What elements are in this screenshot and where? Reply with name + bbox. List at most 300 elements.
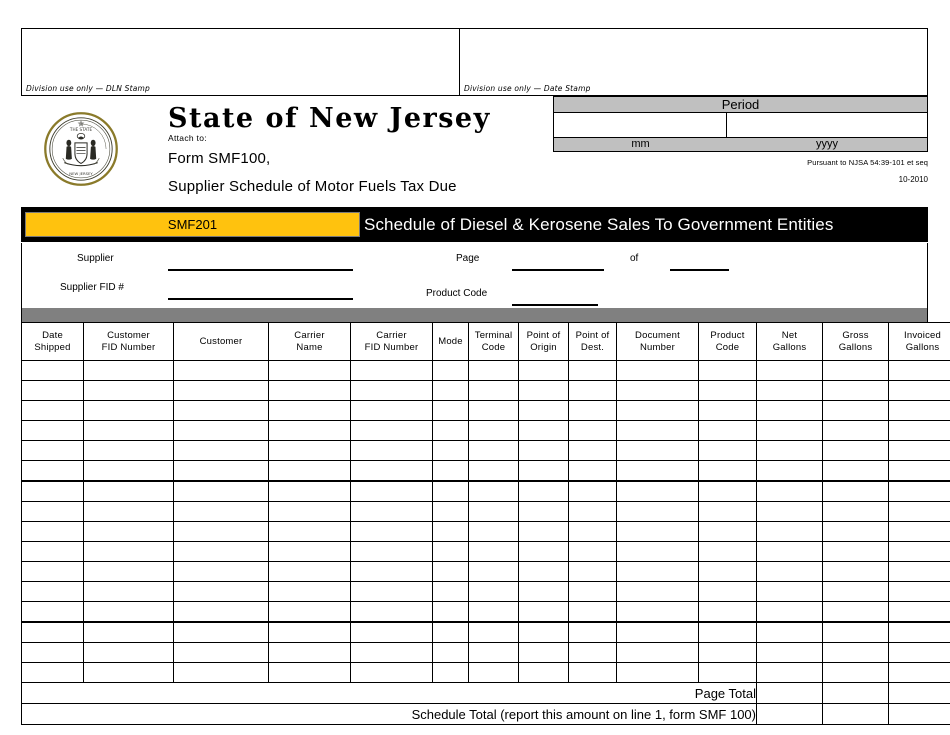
period-footer-labels (553, 138, 928, 152)
table-cell[interactable] (699, 502, 757, 522)
revision-date: 10-2010 (898, 175, 928, 184)
table-cell[interactable] (889, 622, 950, 643)
table-header-line1: Terminal (474, 329, 513, 341)
table-cell[interactable] (269, 421, 351, 441)
table-cell[interactable] (174, 522, 269, 542)
page-total-value-cell[interactable] (889, 683, 950, 704)
table-cell[interactable] (22, 441, 84, 461)
table-cell[interactable] (469, 381, 519, 401)
page-total-label: Page Total (22, 683, 757, 704)
table-cell[interactable] (22, 421, 84, 441)
table-cell[interactable] (433, 602, 469, 623)
table-cell[interactable] (351, 461, 433, 482)
table-cell[interactable] (269, 522, 351, 542)
svg-text:THE STATE: THE STATE (69, 126, 93, 132)
table-cell[interactable] (433, 421, 469, 441)
parent-form-description: Supplier Schedule of Motor Fuels Tax Due (168, 178, 457, 195)
table-cell[interactable] (757, 542, 823, 562)
table-cell[interactable] (433, 401, 469, 421)
table-cell[interactable] (351, 502, 433, 522)
table-cell[interactable] (757, 522, 823, 542)
table-cell[interactable] (469, 461, 519, 482)
table-cell[interactable] (433, 361, 469, 381)
page-title: State of New Jersey (168, 103, 491, 134)
table-header-line2: Dest. (580, 341, 605, 353)
table-cell[interactable] (823, 441, 889, 461)
table-cell[interactable] (469, 622, 519, 643)
supplier-input[interactable] (168, 269, 353, 271)
table-cell[interactable] (433, 441, 469, 461)
table-cell[interactable] (823, 481, 889, 502)
table-cell[interactable] (569, 542, 617, 562)
table-cell[interactable] (84, 663, 174, 683)
table-cell[interactable] (84, 361, 174, 381)
table-cell[interactable] (84, 542, 174, 562)
table-row (22, 643, 950, 663)
table-cell[interactable] (22, 481, 84, 502)
table-cell[interactable] (757, 582, 823, 602)
table-cell[interactable] (617, 502, 699, 522)
table-cell[interactable] (351, 401, 433, 421)
supplier-fid-input[interactable] (168, 298, 353, 300)
table-cell[interactable] (269, 582, 351, 602)
table-cell[interactable] (519, 643, 569, 663)
table-cell[interactable] (433, 461, 469, 482)
table-cell[interactable] (823, 522, 889, 542)
table-cell[interactable] (699, 361, 757, 381)
product-code-input[interactable] (512, 304, 598, 306)
schedule-total-row (22, 704, 950, 725)
table-cell[interactable] (469, 663, 519, 683)
period-yyyy-input[interactable] (727, 113, 927, 137)
table-cell[interactable] (823, 421, 889, 441)
table-cell[interactable] (889, 582, 950, 602)
table-cell[interactable] (757, 381, 823, 401)
table-cell[interactable] (269, 461, 351, 482)
table-cell[interactable] (757, 562, 823, 582)
table-cell[interactable] (22, 522, 84, 542)
dln-stamp-label: Division use only — DLN Stamp (26, 84, 151, 93)
table-cell[interactable] (617, 522, 699, 542)
table-cell[interactable] (269, 602, 351, 623)
table-cell[interactable] (351, 622, 433, 643)
table-cell[interactable] (889, 421, 950, 441)
table-header-line1: Carrier (294, 329, 325, 341)
table-cell[interactable] (22, 663, 84, 683)
table-cell[interactable] (617, 622, 699, 643)
table-cell[interactable] (469, 421, 519, 441)
table-cell[interactable] (84, 622, 174, 643)
table-cell[interactable] (351, 602, 433, 623)
table-top-gray-bar (21, 308, 928, 322)
table-cell[interactable] (22, 361, 84, 381)
table-cell[interactable] (84, 441, 174, 461)
table-cell[interactable] (699, 663, 757, 683)
table-cell[interactable] (569, 421, 617, 441)
table-cell[interactable] (22, 602, 84, 623)
table-cell[interactable] (889, 643, 950, 663)
table-cell[interactable] (469, 361, 519, 381)
table-header-line2: Name (296, 341, 323, 353)
table-cell[interactable] (889, 401, 950, 421)
table-cell[interactable] (617, 421, 699, 441)
table-cell[interactable] (617, 663, 699, 683)
schedule-total-label: Schedule Total (report this amount on line 1, form SMF 100) (22, 704, 757, 725)
table-cell[interactable] (823, 381, 889, 401)
table-cell[interactable] (569, 522, 617, 542)
table-cell[interactable] (569, 622, 617, 643)
table-cell[interactable] (174, 502, 269, 522)
table-cell[interactable] (519, 562, 569, 582)
table-cell[interactable] (757, 502, 823, 522)
table-cell[interactable] (351, 421, 433, 441)
table-cell[interactable] (569, 481, 617, 502)
table-cell[interactable] (823, 622, 889, 643)
table-cell[interactable] (269, 562, 351, 582)
table-cell[interactable] (699, 582, 757, 602)
table-header-line1: Invoiced (904, 329, 941, 341)
table-cell[interactable] (889, 461, 950, 482)
table-cell[interactable] (889, 602, 950, 623)
table-cell[interactable] (469, 643, 519, 663)
table-cell[interactable] (269, 481, 351, 502)
table-cell[interactable] (469, 502, 519, 522)
table-cell[interactable] (269, 622, 351, 643)
table-cell[interactable] (84, 401, 174, 421)
schedule-total-value-cell[interactable] (889, 704, 950, 725)
table-cell[interactable] (469, 401, 519, 421)
table-cell[interactable] (889, 481, 950, 502)
table-header-line2: Origin (530, 341, 557, 353)
table-cell[interactable] (617, 602, 699, 623)
table-cell[interactable] (823, 542, 889, 562)
table-cell[interactable] (569, 643, 617, 663)
table-cell[interactable] (889, 441, 950, 461)
table-cell[interactable] (174, 663, 269, 683)
table-cell[interactable] (22, 381, 84, 401)
table-cell[interactable] (569, 562, 617, 582)
table-cell[interactable] (433, 622, 469, 643)
table-cell[interactable] (351, 381, 433, 401)
table-cell[interactable] (351, 481, 433, 502)
table-cell[interactable] (519, 502, 569, 522)
table-cell[interactable] (889, 361, 950, 381)
table-cell[interactable] (469, 522, 519, 542)
table-cell[interactable] (269, 542, 351, 562)
table-cell[interactable] (433, 582, 469, 602)
table-cell[interactable] (84, 461, 174, 482)
table-cell[interactable] (519, 602, 569, 623)
table-header-line1: Net (781, 329, 798, 341)
table-cell[interactable] (519, 622, 569, 643)
form-fields-section (21, 243, 928, 308)
table-cell[interactable] (469, 602, 519, 623)
table-cell[interactable] (22, 502, 84, 522)
table-cell[interactable] (757, 441, 823, 461)
page-total-value-cell[interactable] (823, 683, 889, 704)
table-header-line1: Customer (199, 335, 243, 347)
table-cell[interactable] (617, 542, 699, 562)
table-cell[interactable] (569, 602, 617, 623)
table-cell[interactable] (569, 502, 617, 522)
table-header-cell (569, 323, 617, 361)
table-cell[interactable] (889, 542, 950, 562)
table-header-cell (174, 323, 269, 361)
table-cell[interactable] (569, 381, 617, 401)
table-cell[interactable] (84, 502, 174, 522)
table-cell[interactable] (469, 582, 519, 602)
table-cell[interactable] (889, 522, 950, 542)
table-cell[interactable] (174, 542, 269, 562)
date-stamp-label: Division use only — Date Stamp (464, 84, 591, 93)
table-header-cell (84, 323, 174, 361)
table-cell[interactable] (269, 441, 351, 461)
table-cell[interactable] (519, 381, 569, 401)
table-cell[interactable] (519, 361, 569, 381)
table-cell[interactable] (699, 441, 757, 461)
table-header-line2: FID Number (101, 341, 156, 353)
table-cell[interactable] (617, 643, 699, 663)
table-cell[interactable] (84, 522, 174, 542)
table-header-cell (699, 323, 757, 361)
table-row (22, 542, 950, 562)
table-cell[interactable] (699, 622, 757, 643)
table-header-line2: FID Number (364, 341, 419, 353)
table-cell[interactable] (569, 361, 617, 381)
schedule-banner (21, 207, 928, 242)
table-header-line1: Document (635, 329, 680, 341)
table-cell[interactable] (351, 643, 433, 663)
table-cell[interactable] (889, 502, 950, 522)
table-cell[interactable] (699, 481, 757, 502)
table-cell[interactable] (84, 643, 174, 663)
table-cell[interactable] (433, 522, 469, 542)
table-cell[interactable] (757, 622, 823, 643)
period-header-label: Period (553, 96, 928, 112)
table-cell[interactable] (351, 663, 433, 683)
table-cell[interactable] (174, 582, 269, 602)
table-cell[interactable] (757, 481, 823, 502)
stamp-row (21, 28, 928, 96)
table-cell[interactable] (174, 381, 269, 401)
table-cell[interactable] (757, 643, 823, 663)
table-cell[interactable] (84, 481, 174, 502)
table-cell[interactable] (22, 643, 84, 663)
table-cell[interactable] (22, 542, 84, 562)
table-cell[interactable] (519, 461, 569, 482)
table-cell[interactable] (617, 441, 699, 461)
table-cell[interactable] (519, 542, 569, 562)
table-cell[interactable] (433, 643, 469, 663)
table-cell[interactable] (569, 582, 617, 602)
table-cell[interactable] (351, 582, 433, 602)
table-cell[interactable] (469, 542, 519, 562)
table-cell[interactable] (433, 542, 469, 562)
table-cell[interactable] (433, 481, 469, 502)
table-header-row (22, 323, 950, 361)
dln-stamp-box[interactable] (22, 29, 460, 95)
table-cell[interactable] (519, 421, 569, 441)
supplier-fid-label: Supplier FID # (60, 282, 124, 293)
page-total-value-cell[interactable] (757, 683, 823, 704)
table-cell[interactable] (569, 461, 617, 482)
table-cell[interactable] (174, 481, 269, 502)
table-cell[interactable] (519, 582, 569, 602)
table-cell[interactable] (351, 542, 433, 562)
page-input[interactable] (512, 269, 604, 271)
table-cell[interactable] (757, 421, 823, 441)
table-cell[interactable] (269, 663, 351, 683)
table-cell[interactable] (269, 502, 351, 522)
table-row (22, 421, 950, 441)
table-cell[interactable] (617, 381, 699, 401)
table-cell[interactable] (889, 562, 950, 582)
table-cell[interactable] (519, 481, 569, 502)
table-header-line1: Gross (842, 329, 869, 341)
table-header-line1: Carrier (376, 329, 407, 341)
page-label: Page (456, 253, 480, 264)
table-cell[interactable] (569, 663, 617, 683)
state-seal-icon (43, 111, 119, 187)
table-cell[interactable] (519, 663, 569, 683)
page-of-input[interactable] (670, 269, 729, 271)
table-cell[interactable] (84, 582, 174, 602)
attach-to-label: Attach to: (168, 133, 207, 143)
date-stamp-box[interactable] (460, 29, 927, 95)
table-cell[interactable] (351, 562, 433, 582)
table-cell[interactable] (174, 622, 269, 643)
table-cell[interactable] (22, 461, 84, 482)
table-cell[interactable] (22, 562, 84, 582)
table-cell[interactable] (174, 421, 269, 441)
schedule-code-badge: SMF201 (25, 212, 360, 237)
table-cell[interactable] (84, 381, 174, 401)
table-cell[interactable] (823, 361, 889, 381)
table-cell[interactable] (469, 441, 519, 461)
table-header-line1: Product (710, 329, 745, 341)
table-cell[interactable] (823, 562, 889, 582)
table-cell[interactable] (699, 381, 757, 401)
table-cell[interactable] (617, 461, 699, 482)
supplier-label: Supplier (77, 253, 114, 264)
table-cell[interactable] (22, 582, 84, 602)
table-cell[interactable] (699, 421, 757, 441)
schedule-total-blocked-cell (823, 704, 889, 725)
table-cell[interactable] (699, 522, 757, 542)
table-cell[interactable] (699, 643, 757, 663)
table-header-line1: Mode (438, 335, 463, 347)
table-cell[interactable] (84, 562, 174, 582)
table-cell[interactable] (757, 401, 823, 421)
table-cell[interactable] (174, 441, 269, 461)
table-cell[interactable] (433, 381, 469, 401)
table-row (22, 381, 950, 401)
table-cell[interactable] (174, 562, 269, 582)
table-cell[interactable] (174, 401, 269, 421)
table-header-cell (823, 323, 889, 361)
table-cell[interactable] (269, 381, 351, 401)
table-cell[interactable] (757, 602, 823, 623)
table-cell[interactable] (22, 622, 84, 643)
table-header-line1: Customer (107, 329, 150, 341)
table-cell[interactable] (699, 461, 757, 482)
table-cell[interactable] (519, 441, 569, 461)
table-cell[interactable] (757, 663, 823, 683)
table-header-line2: Shipped (34, 341, 71, 353)
table-cell[interactable] (519, 522, 569, 542)
table-cell[interactable] (699, 562, 757, 582)
table-header-cell (617, 323, 699, 361)
table-cell[interactable] (757, 461, 823, 482)
period-mm-input[interactable] (554, 113, 727, 137)
table-cell[interactable] (469, 562, 519, 582)
table-cell[interactable] (823, 582, 889, 602)
table-cell[interactable] (469, 481, 519, 502)
table-cell[interactable] (757, 361, 823, 381)
table-row (22, 663, 950, 683)
page-total-row (22, 683, 950, 704)
table-cell[interactable] (617, 562, 699, 582)
table-cell[interactable] (351, 522, 433, 542)
table-cell[interactable] (699, 602, 757, 623)
table-cell[interactable] (351, 441, 433, 461)
table-cell[interactable] (269, 643, 351, 663)
table-cell[interactable] (174, 461, 269, 482)
table-cell[interactable] (889, 663, 950, 683)
table-cell[interactable] (823, 663, 889, 683)
page-of-label: of (630, 253, 639, 264)
table-header-line1: Point of (575, 329, 610, 341)
table-row (22, 461, 950, 482)
table-cell[interactable] (699, 401, 757, 421)
table-cell[interactable] (889, 381, 950, 401)
table-cell[interactable] (84, 421, 174, 441)
table-cell[interactable] (433, 663, 469, 683)
table-cell[interactable] (617, 401, 699, 421)
svg-text:NEW JERSEY: NEW JERSEY (69, 170, 93, 176)
table-header-line2: Gallons (838, 341, 873, 353)
table-cell[interactable] (84, 602, 174, 623)
table-cell[interactable] (174, 602, 269, 623)
table-cell[interactable] (823, 461, 889, 482)
table-cell[interactable] (617, 361, 699, 381)
table-cell[interactable] (823, 602, 889, 623)
table-cell[interactable] (433, 562, 469, 582)
table-row (22, 481, 950, 502)
table-header-line1: Date (42, 329, 63, 341)
table-cell[interactable] (823, 502, 889, 522)
table-cell[interactable] (569, 441, 617, 461)
table-header-line2: Code (715, 341, 740, 353)
table-cell[interactable] (433, 502, 469, 522)
table-header-cell (269, 323, 351, 361)
table-cell[interactable] (174, 361, 269, 381)
table-cell[interactable] (823, 643, 889, 663)
table-row (22, 602, 950, 623)
table-cell[interactable] (351, 361, 433, 381)
table-cell[interactable] (569, 401, 617, 421)
table-cell[interactable] (22, 401, 84, 421)
table-cell[interactable] (617, 582, 699, 602)
table-cell[interactable] (269, 361, 351, 381)
table-cell[interactable] (699, 542, 757, 562)
table-cell[interactable] (269, 401, 351, 421)
table-cell[interactable] (174, 643, 269, 663)
table-cell[interactable] (519, 401, 569, 421)
table-cell[interactable] (617, 481, 699, 502)
table-cell[interactable] (823, 401, 889, 421)
period-input-row (553, 112, 928, 138)
